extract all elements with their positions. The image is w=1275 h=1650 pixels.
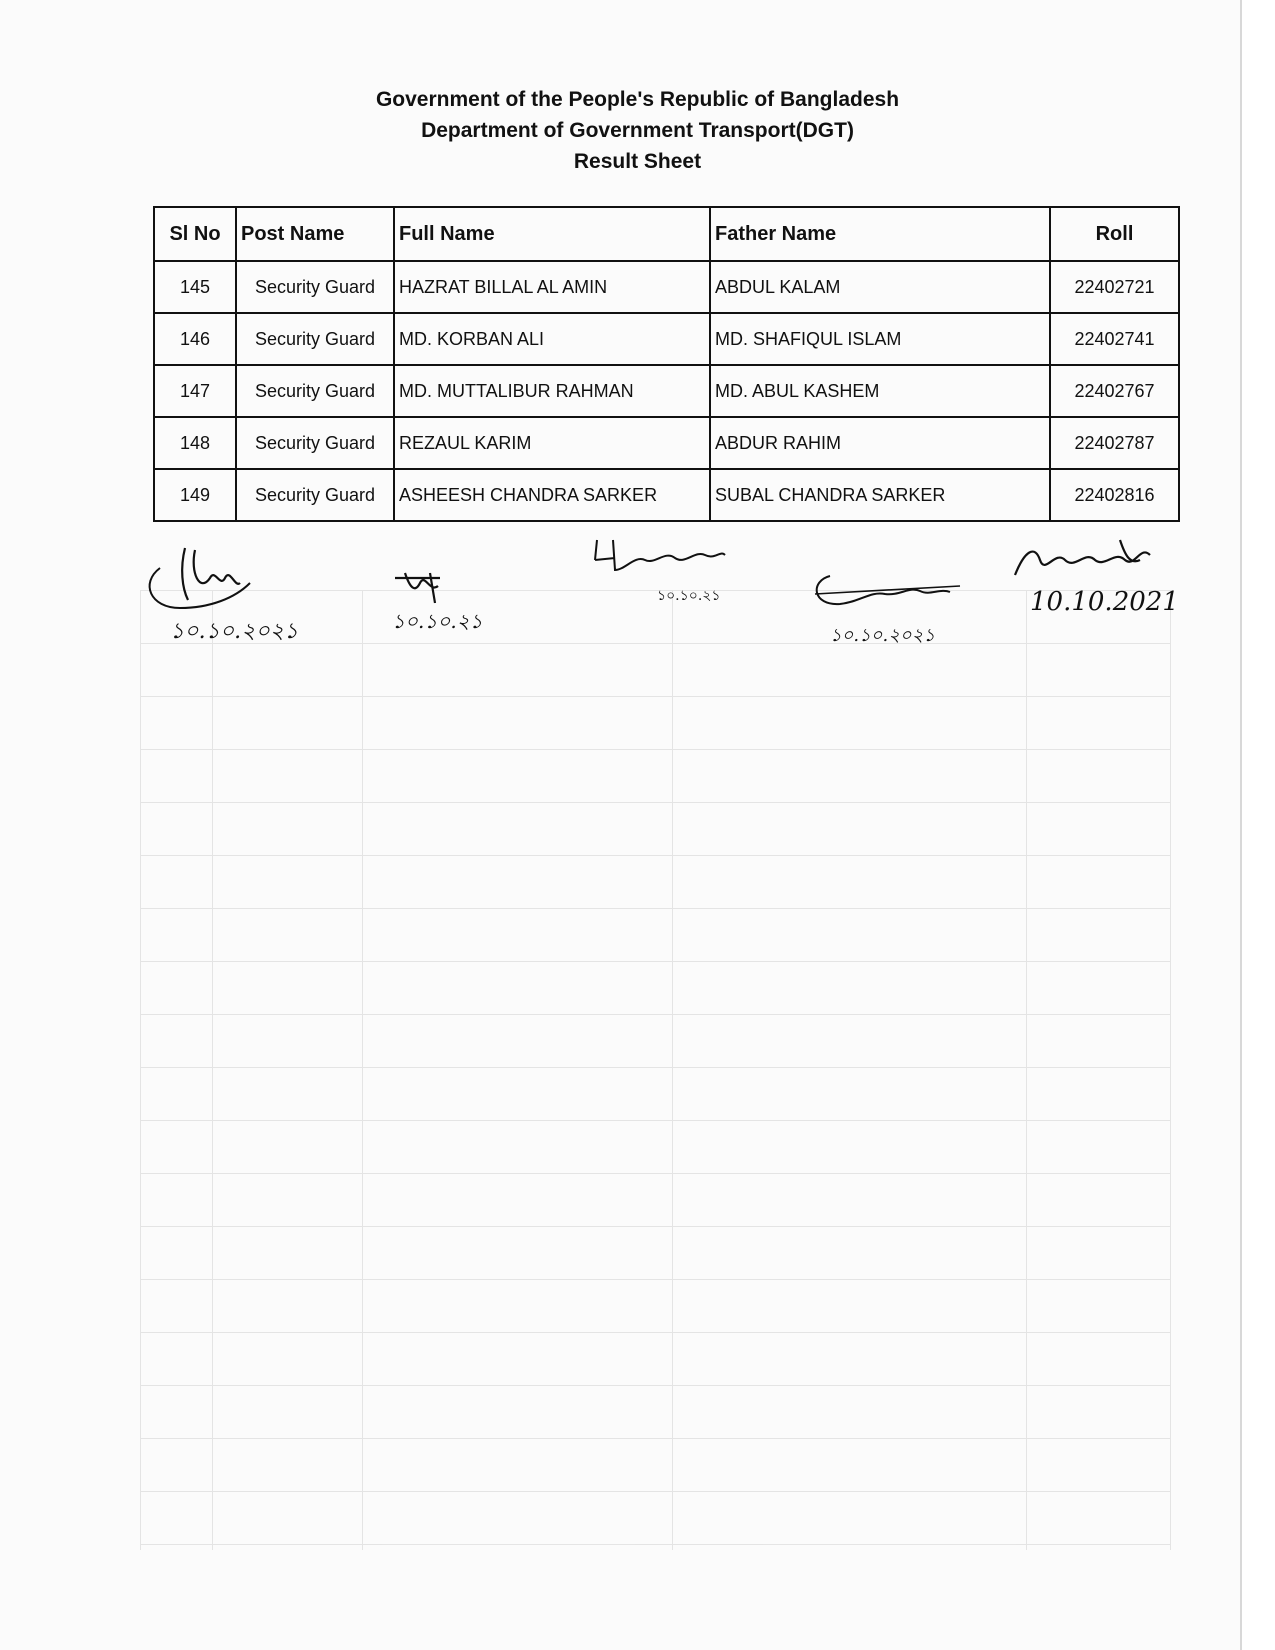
signature-block [140,538,1200,648]
table-row [154,261,1179,313]
svg-text:10.10.2021: 10.10.2021 [1030,587,1179,617]
col-header-roll: Roll [1050,207,1179,261]
cell-sl-no: 146 [154,313,236,365]
cell-post-name: Security Guard [236,313,394,365]
show-through-table [140,590,1170,1550]
signature-4 [800,546,1000,656]
cell-father-name: ABDUR RAHIM [710,417,1050,469]
cell-father-name: ABDUL KALAM [710,261,1050,313]
svg-text:১০.১০.২১: ১০.১০.২১ [657,588,721,604]
cell-father-name: MD. ABUL KASHEM [710,365,1050,417]
col-header-father-name: Father Name [710,207,1050,261]
col-header-sl-no: Sl No [154,207,236,261]
svg-text:১০.১০.২০২১: ১০.১০.২০২১ [830,625,936,646]
cell-post-name: Security Guard [236,261,394,313]
table-row [154,365,1179,417]
cell-roll: 22402721 [1050,261,1179,313]
cell-full-name: ASHEESH CHANDRA SARKER [394,469,710,521]
col-header-post-name: Post Name [236,207,394,261]
signature-2 [380,538,540,648]
cell-roll: 22402816 [1050,469,1179,521]
table-row [154,313,1179,365]
cell-roll: 22402741 [1050,313,1179,365]
cell-sl-no: 149 [154,469,236,521]
signature-3 [585,530,785,630]
header-department: Department of Government Transport(DGT) [421,119,854,142]
cell-full-name: HAZRAT BILLAL AL AMIN [394,261,710,313]
cell-full-name: REZAUL KARIM [394,417,710,469]
cell-father-name: SUBAL CHANDRA SARKER [710,469,1050,521]
col-header-full-name: Full Name [394,207,710,261]
cell-full-name: MD. KORBAN ALI [394,313,710,365]
result-table [153,206,1180,522]
document-header [0,84,1275,177]
table-header-row [154,207,1179,261]
cell-sl-no: 147 [154,365,236,417]
cell-post-name: Security Guard [236,365,394,417]
cell-post-name: Security Guard [236,417,394,469]
cell-full-name: MD. MUTTALIBUR RAHMAN [394,365,710,417]
header-government: Government of the People's Republic of Bangladesh [375,88,900,111]
svg-text:১০.১০.২১: ১০.১০.২১ [392,609,483,633]
table-row [154,417,1179,469]
cell-father-name: MD. SHAFIQUL ISLAM [710,313,1050,365]
table-row [154,469,1179,521]
header-result-sheet: Result Sheet [573,150,702,173]
signature-1 [140,538,380,648]
cell-post-name: Security Guard [236,469,394,521]
cell-sl-no: 148 [154,417,236,469]
cell-roll: 22402767 [1050,365,1179,417]
svg-text:১০.১০.২০২১: ১০.১০.২০২১ [170,619,299,644]
cell-roll: 22402787 [1050,417,1179,469]
cell-sl-no: 145 [154,261,236,313]
signature-5 [1000,530,1200,640]
